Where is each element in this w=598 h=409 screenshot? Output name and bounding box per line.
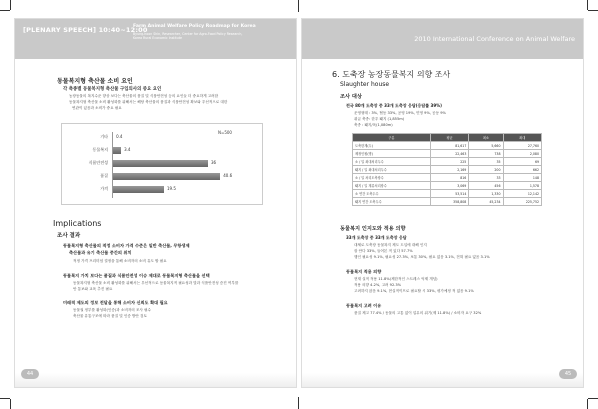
table-cell: 소 연간 도축두수 xyxy=(353,190,431,198)
table-row xyxy=(353,150,542,158)
sub-bullet: 품질 제고 77.4% / 동물의 고통 없이 업무의 위기(제 11.8%) / 소비자 요구 32% xyxy=(354,311,482,315)
survey-target-heading: 조사 대상 xyxy=(340,94,362,100)
crop-mark xyxy=(298,397,299,409)
crop-mark xyxy=(10,399,11,409)
sub-bullet: 행인 필요성 9.1%, 필요성 27.3%, 보통 30%, 필요 없음 3.1%, 전혀 필요 없음 3.1% xyxy=(354,255,490,259)
bar xyxy=(112,173,220,180)
sub-bullet: 운영형태 : 3%, 협동 33%, 공영 19%, 민영 9%, 공동 9% xyxy=(354,111,446,115)
footer-decoration xyxy=(15,373,296,387)
table-cell: 제정인원(명) xyxy=(353,150,431,158)
sub-bullet: 고려하지 않음 9.1%, 현실적이므로 필요할 시 33%, 평가예정 적 없음 9.1% xyxy=(354,289,474,293)
table-cell: 53,514 xyxy=(430,190,468,198)
bar-value-label: 3.4 xyxy=(124,147,131,152)
sub-bullet: 연관이 있음과 소비가 중요 필요 xyxy=(72,106,122,110)
bar xyxy=(112,160,208,167)
section-title: 6. 도축장 농장동물복지 의향 조사 xyxy=(332,70,451,79)
table-cell: 소 / 일 최대처리두수 xyxy=(353,158,431,166)
implication-sub: 적정 가격 프리미엄 결정을 통해 소비자의 소비 유도 할 필요 xyxy=(73,259,167,263)
awareness-heading: 동물복지 인지도와 적용 의향 xyxy=(340,226,406,232)
bar xyxy=(112,147,121,154)
sub-bullet: 현재 실적 적용 11.8%(제한적인 스트레스 억제 개념) xyxy=(354,277,438,281)
bullet-text: 전국 80개 도축장 중 33개 도축장 응답(응답률 39%) xyxy=(346,103,442,108)
table-cell: 69 xyxy=(503,158,542,166)
crop-mark xyxy=(587,399,588,409)
crop-mark xyxy=(0,10,10,11)
table-row xyxy=(353,166,542,174)
table-header-cell: 구분 xyxy=(353,134,431,142)
table-cell: 소 / 일 처리도축장수 xyxy=(353,174,431,182)
implication-item: 미래적 제도의 정보 전달을 통해 소비자 신뢰도 확대 필요 xyxy=(63,300,168,305)
table-cell: 도축한계(두) xyxy=(353,142,431,150)
table-cell: 돼지 연간 도축두수 xyxy=(353,198,431,206)
bar-category-label: 기타 xyxy=(100,134,108,139)
apply-heading: 동물복지 적용 의향 xyxy=(346,269,382,274)
table-cell: 2,080 xyxy=(503,150,542,158)
conference-title: 2010 International Conference on Animal Welfare xyxy=(414,35,575,43)
page-number: 45 xyxy=(559,369,577,379)
bar-value-label: 0.4 xyxy=(116,134,123,139)
right-page xyxy=(301,18,584,388)
crop-mark xyxy=(10,0,11,10)
table-header-cell: 평균 xyxy=(430,134,468,142)
sub-bullet: 취급 축종: 한우 돼지 (1,855m) xyxy=(354,117,405,121)
bullet-text: 33개 도축장 중 33개 도축장 응답 xyxy=(346,235,407,240)
implication-sub: 축산물 유통구조에 따라 품질 및 인증 방안 검토 xyxy=(73,314,147,318)
bar-category-label: 가격 xyxy=(100,186,108,191)
footer-decoration xyxy=(302,373,583,387)
crop-mark xyxy=(588,398,598,399)
table-cell: 35 xyxy=(469,158,503,166)
bullet-text: 각 축종별 동물복지형 축산물 구입의사의 중요 요인 xyxy=(63,87,162,92)
crop-mark xyxy=(298,0,299,12)
sub-bullet: 적용 의향 4.2%, 고려 92.3% xyxy=(354,283,402,287)
implication-sub: 안 통보와 교육 추진 필요 xyxy=(73,287,113,291)
implication-sub: 동물복지형 축산물 소비 활성화를 위해서는 우선적으로 동물복지적 필요성과 맛과 식품안전성 증진 여부를 xyxy=(73,281,239,285)
table-cell: 225 xyxy=(430,158,468,166)
section-title: 동물복지형 축산물 소비 요인 xyxy=(57,78,133,85)
affiliation-line-2: Korea Rural Economic Institute xyxy=(133,36,182,40)
table-header-row xyxy=(353,134,542,142)
crop-mark xyxy=(588,10,598,11)
bar-category-label: 동물복지 xyxy=(92,147,108,152)
table-row xyxy=(353,174,542,182)
bar-category-label: 식품안전성 xyxy=(88,160,108,165)
table-row xyxy=(353,182,542,190)
table-cell: 1,578 xyxy=(503,182,542,190)
slaughterhouse-table xyxy=(352,133,542,206)
page-number: 44 xyxy=(21,369,39,379)
implication-item: 축산물과 유기 축산물 중간의 위치 xyxy=(69,250,132,255)
left-page-header xyxy=(15,19,296,59)
table-cell: 1,330 xyxy=(469,190,503,198)
reason-heading: 동물복지 고려 이유 xyxy=(346,303,382,308)
left-page xyxy=(14,18,297,388)
table-cell: 12,142 xyxy=(503,190,542,198)
bar-value-label: 36 xyxy=(211,160,217,165)
affiliation-line-1: Byung-hoon Shin, Researcher, Center for Agro-Food Policy Research, xyxy=(133,32,243,36)
bar-value-label: 40.6 xyxy=(223,173,233,178)
table-cell: 돼지 / 일 최대처리두수 xyxy=(353,166,431,174)
table-cell: 45,234 xyxy=(469,198,503,206)
survey-result-heading: 조사 결과 xyxy=(57,233,81,239)
section-subtitle: Slaughter house xyxy=(340,81,390,88)
table-cell: 738 xyxy=(469,150,503,158)
bar-value-label: 19.5 xyxy=(167,186,176,191)
sub-bullet: 잘 안다 33%, 들어본 적 있다 57.7% xyxy=(354,249,413,253)
sub-bullet: 동물복지형 축산물 소비 활성화를 위해서는 해당 축산물의 품질과 식품안전성 확보와 우선적으로 대한 xyxy=(69,100,228,104)
table-row xyxy=(353,158,542,166)
table-cell: 148 xyxy=(503,174,542,182)
table-row xyxy=(353,142,542,150)
table-row xyxy=(353,190,542,198)
speaker-affiliation xyxy=(133,32,283,40)
sub-bullet: 축종 : 돼지/육(1,080m) xyxy=(354,123,393,127)
table-header-cell: 최대 xyxy=(503,134,542,142)
table-row xyxy=(353,198,542,206)
table-cell: 2,169 xyxy=(430,166,468,174)
implication-sub: 동물권 정부를 활성화(인증)과 소비자의 조사 필수 xyxy=(73,308,151,312)
table-cell: 456 xyxy=(469,182,503,190)
table-cell: 5,660 xyxy=(469,142,503,150)
table-cell: 81,617 xyxy=(430,142,468,150)
table-cell: 816 xyxy=(430,174,468,182)
chart-sample-size: N=500 xyxy=(218,130,232,135)
implications-heading: Implications xyxy=(53,219,102,228)
implication-item: 동물복지 가치 보다는 품질과 식품안전성 이슈 제대로 동물복지형 축산물을 선택 xyxy=(63,273,210,278)
table-cell: 3,069 xyxy=(430,182,468,190)
bar-chart xyxy=(61,123,263,205)
table-cell: 33 xyxy=(469,174,503,182)
crop-mark xyxy=(587,0,588,10)
table-cell: 돼지 / 일 계류처리장수 xyxy=(353,182,431,190)
session-title: [PLENARY SPEECH] 10:40~12:00 xyxy=(23,26,148,34)
bar xyxy=(112,186,164,193)
table-cell: 662 xyxy=(503,166,542,174)
crop-mark xyxy=(0,398,10,399)
bar-category-label: 품질 xyxy=(100,173,108,178)
table-cell: 27,760 xyxy=(503,142,542,150)
table-cell: 200 xyxy=(469,166,503,174)
chart-axis xyxy=(112,132,113,198)
table-cell: 225,752 xyxy=(503,198,542,206)
sub-bullet: 농장동물의 복지수준 향상 보다는 축산물의 품질 및 식품안전성 등의 요인들 더 중요하게 고려함 xyxy=(69,94,219,98)
right-page-header xyxy=(302,19,583,59)
table-cell: 358,808 xyxy=(430,198,468,206)
implication-item: 동물복지형 축산물의 적정 소비자 가격 수준은 일반 축산물, 무항생제 xyxy=(63,243,190,248)
sub-bullet: 대체로 도축장 동물복지 제도 도입에 대해 인지 xyxy=(354,243,427,247)
talk-title: Farm Animal Welfare Policy Roadmap for Korea xyxy=(133,24,256,29)
table-cell: 22,463 xyxy=(430,150,468,158)
table-header-cell: 최소 xyxy=(469,134,503,142)
